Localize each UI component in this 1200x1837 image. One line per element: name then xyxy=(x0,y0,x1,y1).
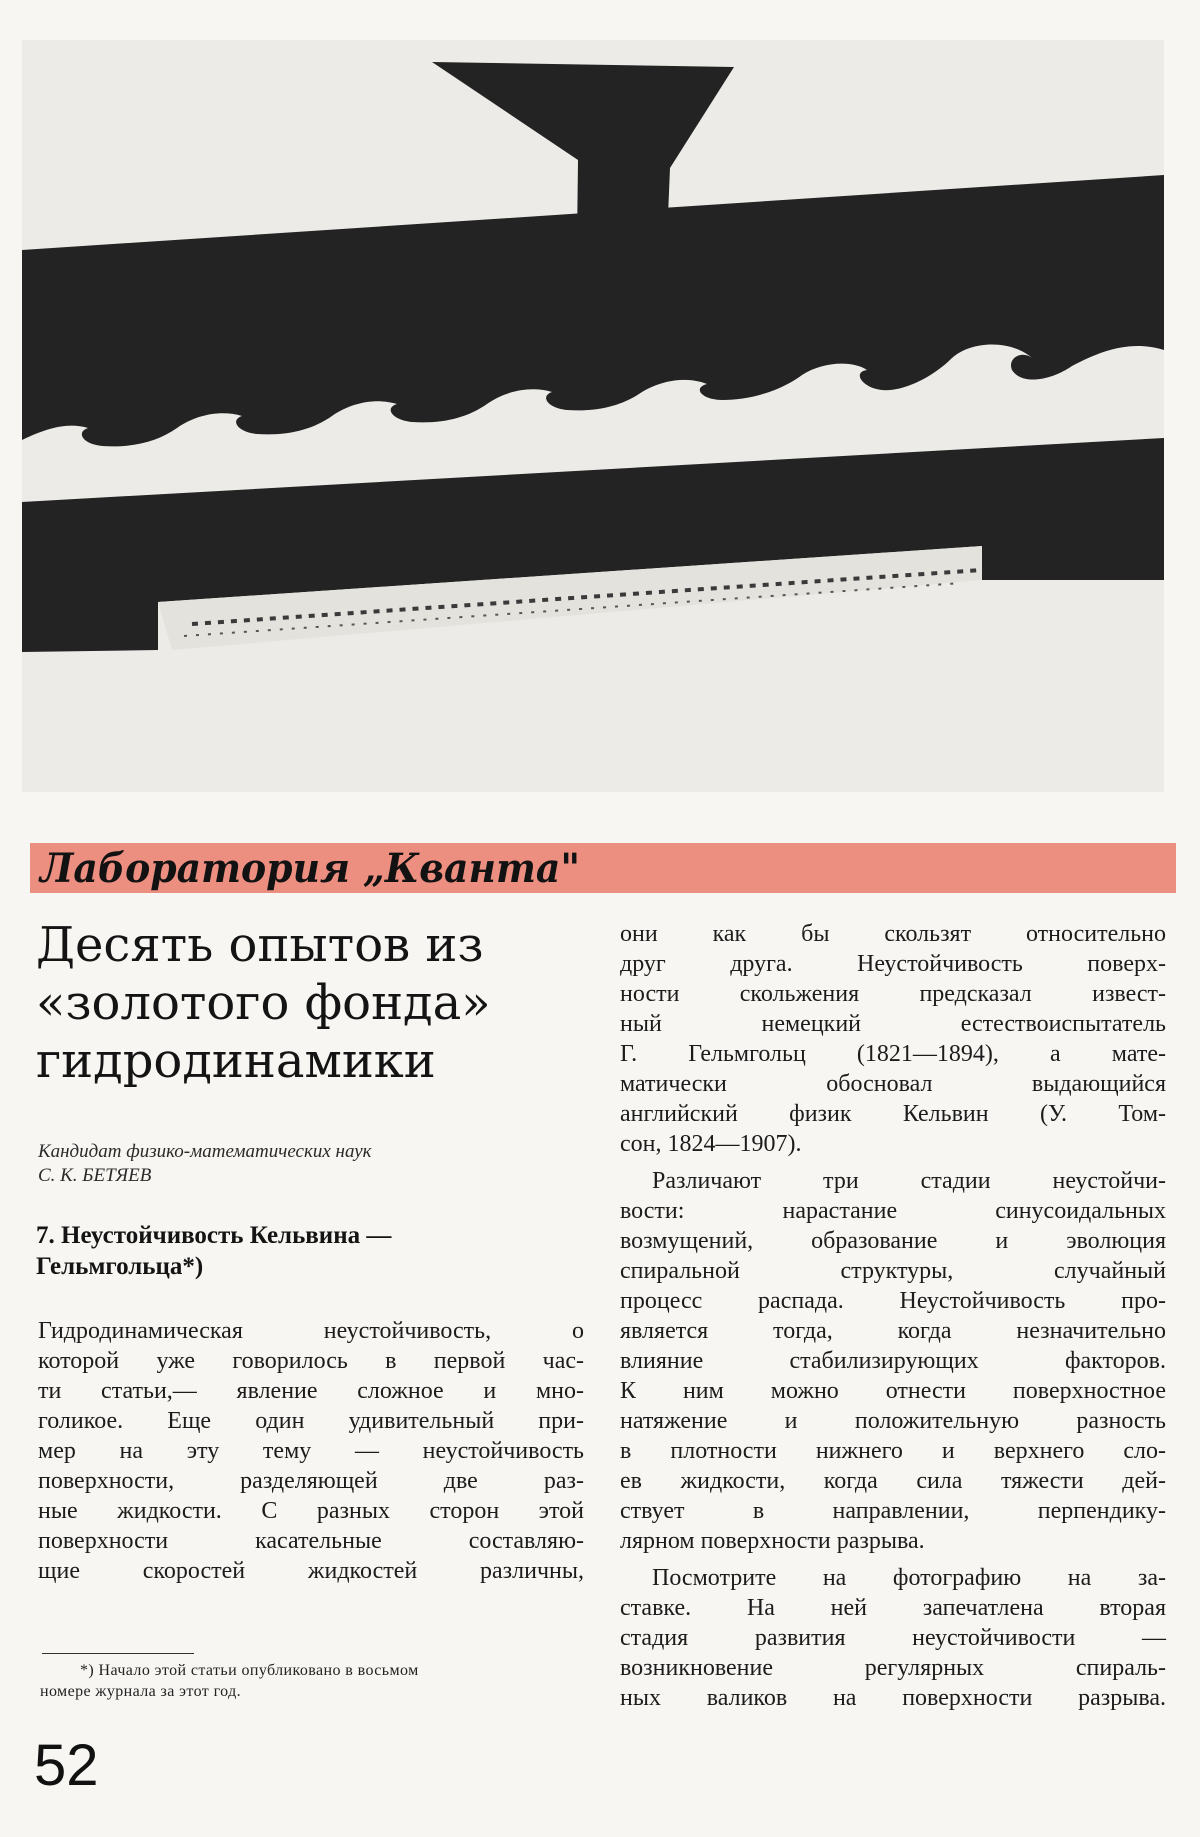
author-name: С. К. БЕТЯЕВ xyxy=(38,1165,152,1186)
text-line: ев жидкости, когда сила тяжести дей- xyxy=(620,1468,1166,1494)
text-line: возмущений, образование и эволюция xyxy=(620,1228,1166,1254)
text-line: натяжение и положительную разность xyxy=(620,1408,1166,1434)
text-line: сон, 1824—1907). xyxy=(620,1131,802,1157)
article-title xyxy=(36,916,596,1090)
text-line: щие скоростей жидкостей различны, xyxy=(38,1558,584,1584)
text-line: К ним можно отнести поверхностное xyxy=(620,1378,1166,1404)
text-line: является тогда, когда незначительно xyxy=(620,1318,1166,1344)
header-photo xyxy=(22,40,1164,792)
footnote xyxy=(40,1660,588,1702)
text-line: спиральной структуры, случайный xyxy=(620,1258,1166,1284)
text-line: друг друга. Неустойчивость поверх- xyxy=(620,951,1166,977)
text-line: влияние стабилизирующих факторов. xyxy=(620,1348,1166,1374)
text-line: они как бы скользят относительно xyxy=(620,921,1166,947)
text-line: мер на эту тему — неустойчивость xyxy=(38,1438,584,1464)
rubric-script xyxy=(36,816,596,902)
text-line: стадия развития неустойчивости — xyxy=(620,1625,1166,1651)
text-line: которой уже говорилось в первой час- xyxy=(38,1348,584,1374)
text-line: Г. Гельмгольц (1821—1894), а мате- xyxy=(620,1041,1166,1067)
text-line: Гидродинамическая неустойчивость, о xyxy=(38,1318,584,1344)
text-line: поверхности, разделяющей две раз- xyxy=(38,1468,584,1494)
text-line: ности скольжения предсказал извест- xyxy=(620,981,1166,1007)
text-line: лярном поверхности разрыва. xyxy=(620,1528,925,1554)
text-line: матически обосновал выдающийся xyxy=(620,1071,1166,1097)
text-line: ный немецкий естествоиспытатель xyxy=(620,1011,1166,1037)
text-line: возникновение регулярных спираль- xyxy=(620,1655,1166,1681)
section-line: Гельмгольца*) xyxy=(36,1253,204,1280)
footnote-line: *) Начало этой статьи опубликовано в восьмом xyxy=(80,1662,419,1679)
text-line: в плотности нижнего и верхнего сло- xyxy=(620,1438,1166,1464)
text-line: вости: нарастание синусоидальных xyxy=(620,1198,1166,1224)
rubric-title: Лаборатория „Кванта" xyxy=(38,845,581,892)
text-line: голикое. Еще один удивительный при- xyxy=(38,1408,584,1434)
section-line: 7. Неустойчивость Кельвина — xyxy=(36,1222,392,1249)
title-line: Десять опытов из xyxy=(36,917,484,973)
text-line: Различают три стадии неустойчи- xyxy=(652,1168,1166,1194)
author-byline xyxy=(38,1140,598,1188)
text-line: ти статьи,— явление сложное и мно- xyxy=(38,1378,584,1404)
page-number: 52 xyxy=(34,1733,99,1798)
footnote-line: номере журнала за этот год. xyxy=(40,1683,242,1700)
footnote-divider xyxy=(42,1653,194,1654)
author-credentials: Кандидат физико-математических наук xyxy=(38,1141,372,1162)
text-column-left xyxy=(38,1316,584,1586)
text-line: ствует в направлении, перпендику- xyxy=(620,1498,1166,1524)
kelvin-helmholtz-photo xyxy=(22,40,1164,792)
title-line: гидродинамики xyxy=(36,1033,436,1089)
text-line: поверхности касательные составляю- xyxy=(38,1528,584,1554)
text-line: процесс распада. Неустойчивость про- xyxy=(620,1288,1166,1314)
section-heading xyxy=(36,1220,596,1282)
text-line: английский физик Кельвин (У. Том- xyxy=(620,1101,1166,1127)
text-line: ставке. На ней запечатлена вторая xyxy=(620,1595,1166,1621)
rubric-logo xyxy=(36,816,596,902)
text-line: Посмотрите на фотографию на за- xyxy=(652,1565,1166,1591)
text-line: ных валиков на поверхности разрыва. xyxy=(620,1685,1166,1711)
text-line: ные жидкости. С разных сторон этой xyxy=(38,1498,584,1524)
text-column-right xyxy=(620,919,1166,1713)
title-line: «золотого фонда» xyxy=(36,975,491,1031)
